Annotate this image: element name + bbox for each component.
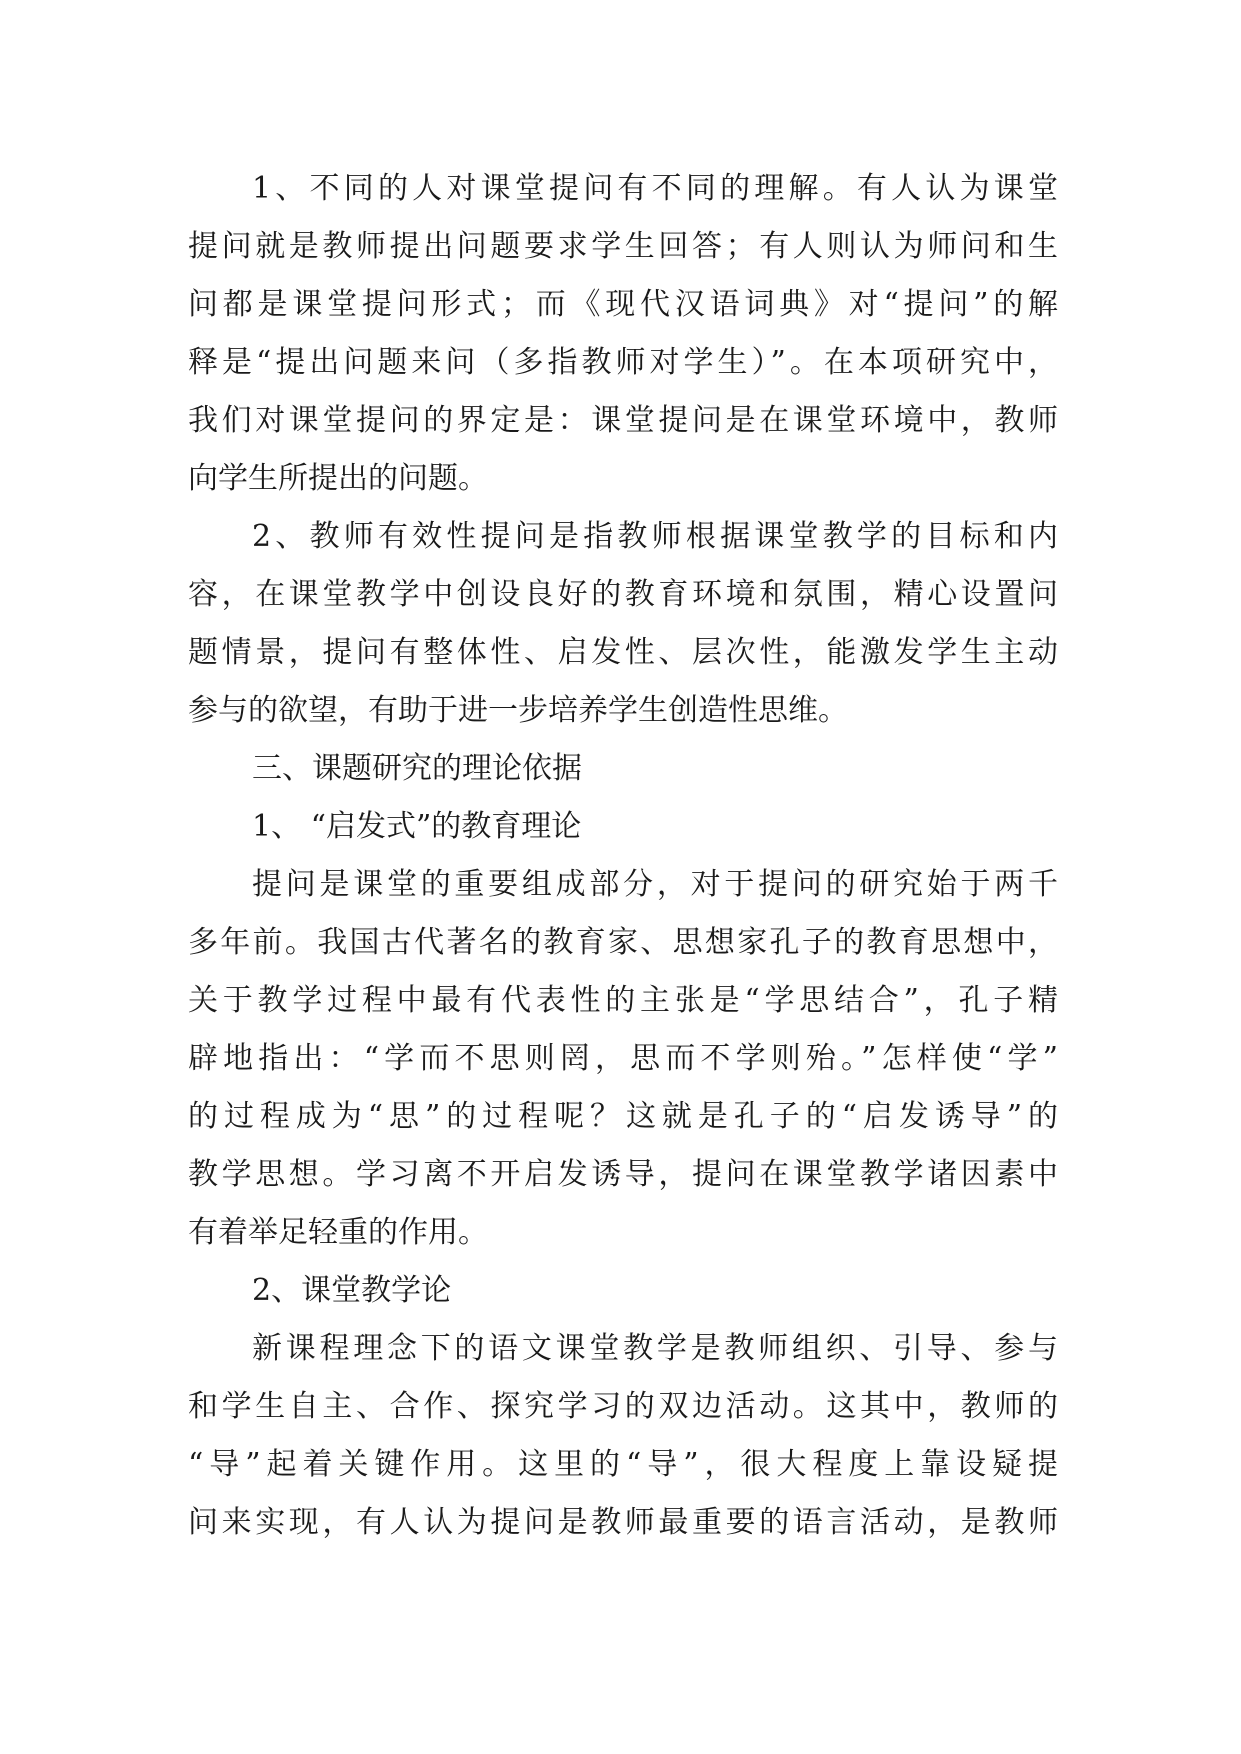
- text-line: 题情景，提问有整体性、启发性、层次性，能激发学生主动: [188, 635, 1058, 670]
- text-line: 参与的欲望，有助于进一步培养学生创造性思维。: [188, 693, 848, 728]
- text-line: 2、教师有效性提问是指教师根据课堂教学的目标和内: [252, 519, 1058, 554]
- text-line: 1、不同的人对课堂提问有不同的理解。有人认为课堂: [252, 171, 1058, 206]
- text-line: 和学生自主、合作、探究学习的双边活动。这其中，教师的: [188, 1389, 1058, 1424]
- text-line: 多年前。我国古代著名的教育家、思想家孔子的教育思想中，: [188, 925, 1058, 960]
- text-line: 新课程理念下的语文课堂教学是教师组织、引导、参与: [252, 1331, 1058, 1366]
- subsection-heading: 1、 “启发式”的教育理论: [252, 809, 582, 844]
- subsection-heading: 2、课堂教学论: [252, 1273, 452, 1308]
- text-line: 关于教学过程中最有代表性的主张是“学思结合”，孔子精: [188, 983, 1058, 1018]
- text-line: 教学思想。学习离不开启发诱导，提问在课堂教学诸因素中: [188, 1157, 1058, 1192]
- text-line: 的过程成为“思”的过程呢？这就是孔子的“启发诱导”的: [188, 1099, 1058, 1134]
- section-heading: 三、课题研究的理论依据: [252, 751, 582, 786]
- text-line: 问来实现，有人认为提问是教师最重要的语言活动，是教师: [188, 1505, 1058, 1540]
- text-line: 提问是课堂的重要组成部分，对于提问的研究始于两千: [252, 867, 1058, 902]
- text-line: 我们对课堂提问的界定是：课堂提问是在课堂环境中，教师: [188, 403, 1058, 438]
- text-line: 问都是课堂提问形式；而《现代汉语词典》对“提问”的解: [188, 287, 1058, 322]
- text-line: 容，在课堂教学中创设良好的教育环境和氛围，精心设置问: [188, 577, 1058, 612]
- text-line: 辟地指出：“学而不思则罔，思而不学则殆。”怎样使“学”: [188, 1041, 1058, 1076]
- text-line: 有着举足轻重的作用。: [188, 1215, 488, 1250]
- text-line: 向学生所提出的问题。: [188, 461, 488, 496]
- document-body: [188, 160, 1058, 1552]
- text-line: “导”起着关键作用。这里的“导”，很大程度上靠设疑提: [188, 1447, 1058, 1482]
- text-line: 提问就是教师提出问题要求学生回答；有人则认为师问和生: [188, 229, 1058, 264]
- text-line: 释是“提出问题来问（多指教师对学生）”。在本项研究中，: [188, 345, 1058, 380]
